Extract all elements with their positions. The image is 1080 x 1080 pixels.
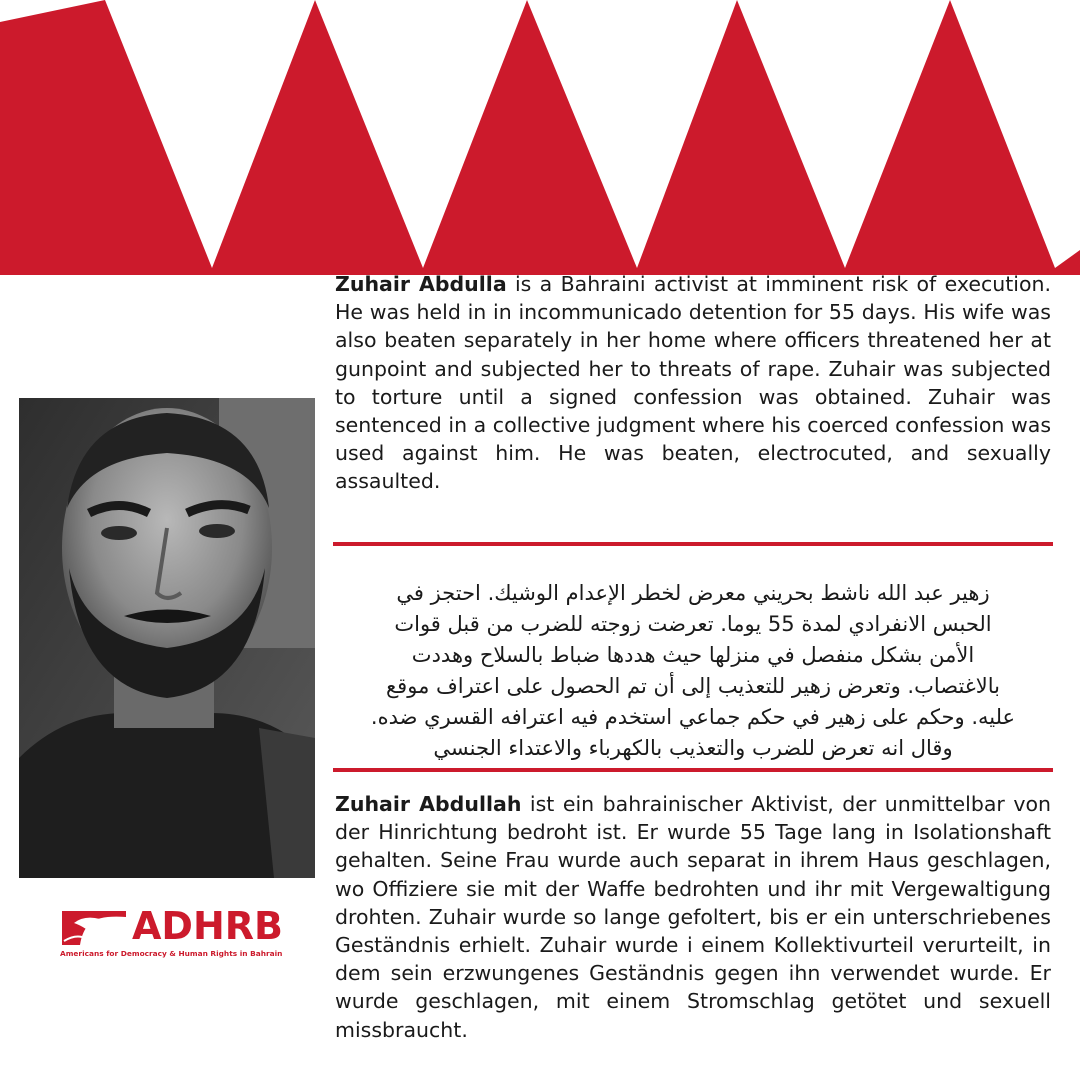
adhrb-logo (60, 903, 290, 963)
divider-top (333, 542, 1053, 546)
arabic-line: عليه. وحكم على زهير في حكم جماعي استخدم فيه اعترافه القسري ضده. (370, 705, 1016, 729)
arabic-line: الأمن بشكل منفصل في منزلها حيث هددها ضباط بالسلاح وهددت (411, 643, 975, 667)
german-paragraph (335, 790, 1051, 1044)
portrait-photo (19, 398, 315, 878)
english-paragraph (335, 270, 1051, 496)
flag-banner (0, 0, 1080, 275)
arabic-line: بالاغتصاب. وتعرض زهير للتعذيب إلى أن تم الحصول على اعتراف موقع (386, 674, 1000, 698)
logo-text: ADHRB (132, 904, 283, 948)
english-body: is a Bahraini activist at imminent risk of execution. He was held in in incommunicado detention for 55 days. His wife was also beaten separately in her home where officers threatened her at gunpoint and subjected her to threats of rape. Zuhair was subjected to torture until a signed confession was obtained. Zuhair was sentenced in a collective judgment where his coerced confession was used against him. He was beaten, electrocuted, and sexually assaulted. (335, 272, 1052, 494)
arabic-line: الحبس الانفرادي لمدة 55 يوما. تعرضت زوجته للضرب من قبل قوات (394, 612, 992, 636)
arabic-paragraph (328, 578, 1058, 764)
logo-subtitle: Americans for Democracy & Human Rights in Bahrain (60, 949, 283, 958)
arabic-line: وقال انه تعرض للضرب والتعذيب بالكهرباء والاعتداء الجنسي (433, 736, 953, 760)
logo-emblem-icon (60, 905, 128, 949)
german-body: ist ein bahrainischer Aktivist, der unmittelbar von der Hinrichtung bedroht ist. Er wurde 55 Tage lang in Isolationshaft gehalten. Seine Frau wurde auch separat in ihrem Haus geschlagen, wo Offiziere sie mit der Waffe bedrohten und ihr mit Vergewaltigung drohten. Zuhair wurde so lange gefoltert, bis er ein unterschriebenes Geständnis erhielt. Zuhair wurde i einem Kollektivurteil verurteilt, in dem sein erzwungenes Geständnis gegen ihn verwendet wurde. Er wurde geschlagen, mit einem Stromschlag getötet und sexuell missbraucht. (335, 792, 1052, 1042)
arabic-line: زهير عبد الله ناشط بحريني معرض لخطر الإعدام الوشيك. احتجز في (396, 581, 990, 605)
divider-bottom (333, 768, 1053, 772)
english-name: Zuhair Abdulla (335, 272, 507, 296)
german-name: Zuhair Abdullah (335, 792, 522, 816)
